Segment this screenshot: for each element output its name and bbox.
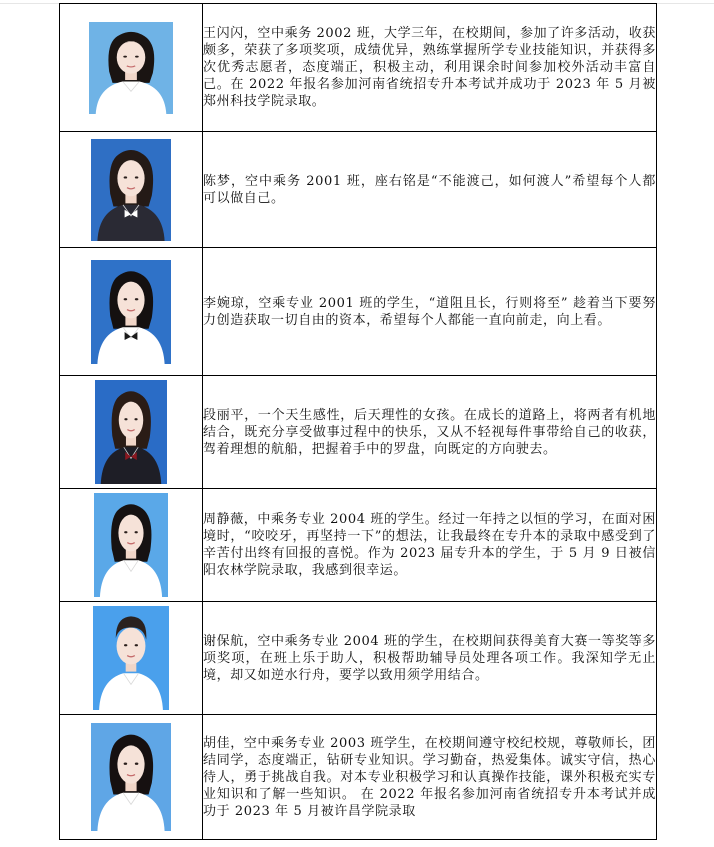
student-portrait-photo bbox=[91, 139, 171, 241]
student-portrait-photo bbox=[93, 606, 169, 710]
student-bio-text: 王闪闪，空中乘务 2002 班，大学三年，在校期间，参加了许多活动，收获颇多，荣获了多项奖项，成绩优异，熟练掌握所学专业技能知识，并获得多次优秀志愿者，态度端正，积极主动，利用课余时间参加校外活动丰富自己。在 2022 年报名参加河南省统招专升本考试并成功于 2023 年 5 月被郑州科技学院录取。 bbox=[203, 26, 656, 109]
student-bio-text: 谢保航，空中乘务专业 2004 班的学生，在校期间获得美育大赛一等奖等多项奖项，在班上乐于助人，积极帮助辅导员处理各项工作。我深知学无止境，却又如逆水行舟，要学以致用须学用结合。 bbox=[203, 633, 656, 683]
student-portrait-photo bbox=[91, 723, 171, 831]
student-bio-text: 段丽平，一个天生感性，后天理性的女孩。在成长的道路上，将两者有机地结合，既充分享受做事过程中的快乐，又从不轻视每件事带给自己的收获，驾着理想的航船，把握着手中的罗盘，向既定的方向驶去。 bbox=[203, 407, 656, 457]
student-portrait-photo bbox=[91, 260, 171, 364]
bio-cell bbox=[203, 376, 657, 489]
photo-cell bbox=[60, 4, 203, 132]
student-portrait-photo bbox=[95, 380, 167, 484]
bio-cell bbox=[203, 248, 657, 376]
bio-cell bbox=[203, 602, 657, 715]
student-row bbox=[60, 248, 657, 376]
bio-cell bbox=[203, 132, 657, 248]
photo-cell bbox=[60, 602, 203, 715]
student-bio-text: 李婉琼，空乘专业 2001 班的学生，“道阻且长，行则将至” 趁着当下要努力创造获取一切自由的资本，希望每个人都能一直向前走，向上看。 bbox=[203, 295, 656, 328]
photo-cell bbox=[60, 489, 203, 602]
bio-cell bbox=[203, 715, 657, 840]
student-bio-text: 陈梦，空中乘务 2001 班，座右铭是“不能渡己，如何渡人”希望每个人都可以做自己。 bbox=[203, 173, 656, 206]
student-roster-table bbox=[59, 3, 657, 840]
photo-cell bbox=[60, 376, 203, 489]
student-row bbox=[60, 489, 657, 602]
student-row bbox=[60, 715, 657, 840]
photo-cell bbox=[60, 248, 203, 376]
student-bio-text: 胡佳，空中乘务专业 2003 班学生，在校期间遵守校纪校规，尊敬师长，团结同学，态度端正，钻研专业知识。学习勤奋，热爱集体。诚实守信，热心待人，勇于挑战自我。对本专业积极学习和认真操作技能，课外积极充实专业知识和了解一些知识。 在 2022 年报名参加河南省统招专升本考试并成功于 2023 年 5 月被许昌学院录取 bbox=[203, 735, 656, 819]
student-row bbox=[60, 602, 657, 715]
student-portrait-photo bbox=[89, 22, 173, 114]
bio-cell bbox=[203, 4, 657, 132]
student-bio-text: 周静薇，中乘务专业 2004 班的学生。经过一年持之以恒的学习，在面对困境时，“咬咬牙，再坚持一下”的想法，让我最终在专升本的录取中感受到了辛苦付出终有回报的喜悦。作为 2023 届专升本的学生，于 5 月 9 日被信阳农林学院录取，我感到很幸运。 bbox=[203, 512, 656, 578]
student-portrait-photo bbox=[94, 493, 168, 597]
student-row bbox=[60, 376, 657, 489]
photo-cell bbox=[60, 715, 203, 840]
student-row bbox=[60, 132, 657, 248]
bio-cell bbox=[203, 489, 657, 602]
student-row bbox=[60, 4, 657, 132]
photo-cell bbox=[60, 132, 203, 248]
